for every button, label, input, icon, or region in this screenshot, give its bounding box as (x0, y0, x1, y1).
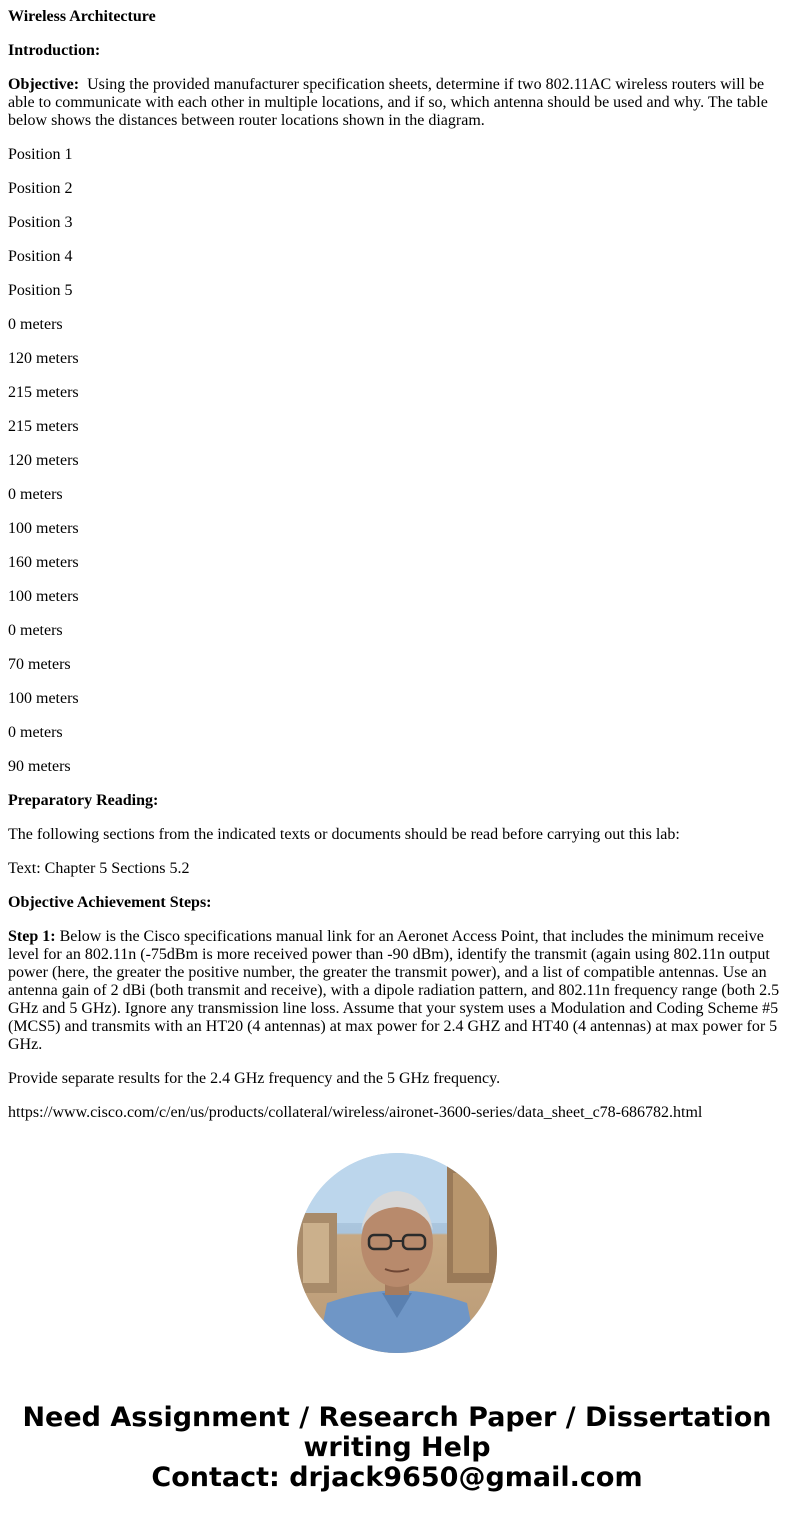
document-title: Wireless Architecture (8, 8, 156, 25)
position-cell: Position 5 (8, 282, 73, 299)
introduction-heading: Introduction: (8, 42, 101, 59)
distance-cell: 90 meters (8, 758, 71, 775)
distance-cell: 0 meters (8, 622, 63, 639)
distance-cell: 120 meters (8, 452, 79, 469)
separate-results-text: Provide separate results for the 2.4 GHz frequency and the 5 GHz frequency. (8, 1070, 501, 1087)
step1-text: Below is the Cisco specifications manual link for an Aeronet Access Point, that includes the minimum receive level for an 802.11n (-75dBm is more received power than -90 dBm), identify the transmit (again using 802.11n output power (here, the greater the positive number, the greater the transmit power), and a list of compatible antennas. Use an antenna gain of 2 dBi (both transmit and receive), with a dipole radiation pattern, and 802.11n frequency range (both 2.5 GHz and 5 GHz). Ignore any transmission line loss. Assume that your system uses a Modulation and Coding Scheme #5 (MCS5) and transmits with an HT20 (4 antennas) at max power for 2.4 GHZ and HT40 (4 antennas) at max power for 5 GHz. (8, 928, 784, 1053)
steps-heading: Objective Achievement Steps: (8, 894, 212, 911)
distance-cell: 215 meters (8, 418, 79, 435)
footer-line-1: Need Assignment / Research Paper / Dissertation (22, 1402, 772, 1433)
distance-cell: 160 meters (8, 554, 79, 571)
distance-cell: 120 meters (8, 350, 79, 367)
portrait-illustration (297, 1153, 497, 1353)
footer-line-2: writing Help (303, 1432, 491, 1463)
preparatory-reading-text: The following sections from the indicated texts or documents should be read before carrying out this lab: (8, 826, 680, 843)
distance-cell: 100 meters (8, 588, 79, 605)
position-cell: Position 2 (8, 180, 73, 197)
step1-label: Step 1: (8, 928, 56, 945)
position-cell: Position 1 (8, 146, 73, 163)
step1-paragraph (8, 928, 786, 1054)
preparatory-reading-heading: Preparatory Reading: (8, 792, 159, 809)
distance-cell: 0 meters (8, 486, 63, 503)
position-cell: Position 3 (8, 214, 73, 231)
position-cell: Position 4 (8, 248, 73, 265)
preparatory-reading-reference: Text: Chapter 5 Sections 5.2 (8, 860, 190, 877)
distance-cell: 0 meters (8, 316, 63, 333)
objective-label: Objective: (8, 76, 80, 93)
distance-cell: 100 meters (8, 520, 79, 537)
distance-cell: 215 meters (8, 384, 79, 401)
objective-text: Using the provided manufacturer specification sheets, determine if two 802.11AC wireless routers will be able to communicate with each other in multiple locations, and if so, which antenna should be used and why. The table below shows the distances between router locations shown in the diagram. (8, 76, 772, 129)
distance-cell: 70 meters (8, 656, 71, 673)
cisco-link: https://www.cisco.com/c/en/us/products/collateral/wireless/aironet-3600-series/data_sheet_c78-686782.html (8, 1104, 703, 1121)
objective-paragraph (8, 76, 786, 130)
author-photo (297, 1153, 497, 1353)
footer-contact: Contact: drjack9650@gmail.com (151, 1462, 643, 1493)
distance-cell: 100 meters (8, 690, 79, 707)
footer-banner (0, 1403, 794, 1493)
distance-cell: 0 meters (8, 724, 63, 741)
avatar (297, 1153, 497, 1353)
